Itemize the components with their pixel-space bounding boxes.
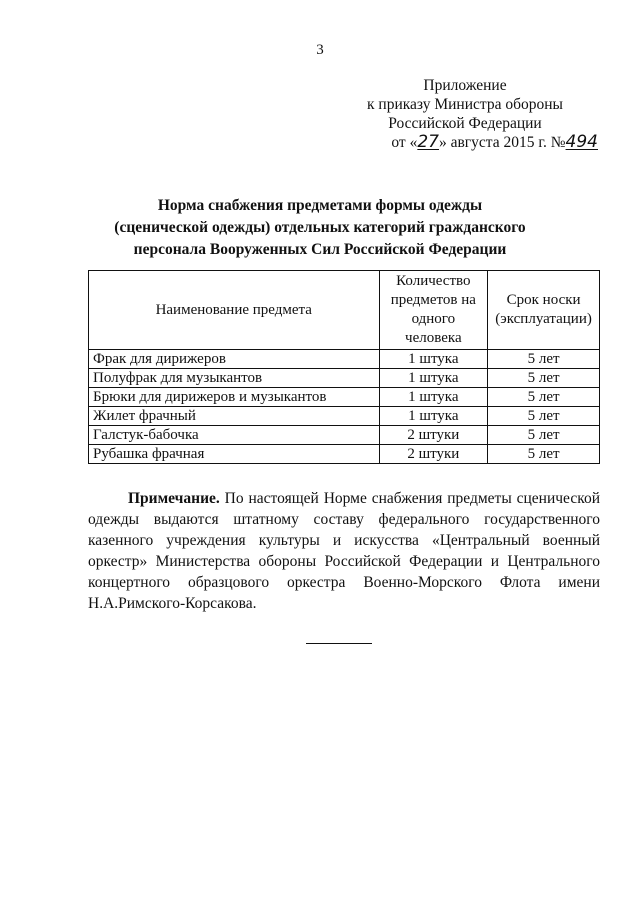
title-line-3: персонала Вооруженных Сил Российской Федерации — [133, 241, 507, 258]
cell-term: 5 лет — [488, 350, 600, 369]
cell-item-name: Полуфрак для музыкантов — [89, 369, 380, 388]
header-item-name: Наименование предмета — [89, 271, 380, 350]
cell-item-name: Рубашка фрачная — [89, 445, 380, 464]
appendix-header — [330, 76, 600, 152]
cell-quantity: 2 штуки — [379, 426, 488, 445]
header-term: Срок носки (эксплуатации) — [488, 271, 600, 350]
handwritten-order-number: 494 — [565, 132, 598, 152]
cell-item-name: Фрак для дирижеров — [89, 350, 380, 369]
cell-term: 5 лет — [488, 369, 600, 388]
note-label: Примечание. — [128, 490, 220, 507]
cell-quantity: 1 штука — [379, 407, 488, 426]
table-header-row — [89, 271, 600, 350]
cell-item-name: Галстук-бабочка — [89, 426, 380, 445]
table-row — [89, 445, 600, 464]
cell-term: 5 лет — [488, 426, 600, 445]
appendix-authority: Российской Федерации — [388, 115, 542, 132]
cell-term: 5 лет — [488, 407, 600, 426]
table-row — [89, 369, 600, 388]
date-middle: » августа 2015 г. № — [438, 134, 566, 151]
cell-quantity: 1 штука — [379, 388, 488, 407]
table-row — [89, 350, 600, 369]
appendix-order-ref: к приказу Министра обороны — [367, 96, 563, 113]
note-paragraph — [88, 488, 600, 614]
appendix-date-line — [330, 133, 600, 152]
page-number: 3 — [316, 42, 324, 58]
closing-divider — [306, 643, 372, 644]
header-quantity: Количество предметов на одного человека — [379, 271, 488, 350]
cell-quantity: 1 штука — [379, 350, 488, 369]
table-row — [89, 407, 600, 426]
cell-item-name: Жилет фрачный — [89, 407, 380, 426]
cell-term: 5 лет — [488, 388, 600, 407]
supply-norm-table — [88, 270, 600, 464]
cell-term: 5 лет — [488, 445, 600, 464]
cell-quantity: 1 штука — [379, 369, 488, 388]
document-title — [70, 195, 570, 261]
note-text: По настоящей Норме снабжения предметы сценической одежды выдаются штатному составу федерального государственного казенного учреждения культуры и искусства «Центральный военный оркестр» Министерства обороны Российской Федерации и Центрального концертного образцового оркестра Военно-Морского Флота имени Н.А.Римского-Корсакова. — [88, 490, 600, 612]
table-row — [89, 388, 600, 407]
handwritten-day: 27 — [417, 132, 439, 152]
appendix-title: Приложение — [423, 77, 507, 94]
cell-item-name: Брюки для дирижеров и музыкантов — [89, 388, 380, 407]
table-row — [89, 426, 600, 445]
cell-quantity: 2 штуки — [379, 445, 488, 464]
title-line-1: Норма снабжения предметами формы одежды — [157, 197, 483, 214]
title-line-2: (сценической одежды) отдельных категорий гражданского — [114, 219, 526, 236]
date-prefix: от « — [391, 134, 418, 151]
